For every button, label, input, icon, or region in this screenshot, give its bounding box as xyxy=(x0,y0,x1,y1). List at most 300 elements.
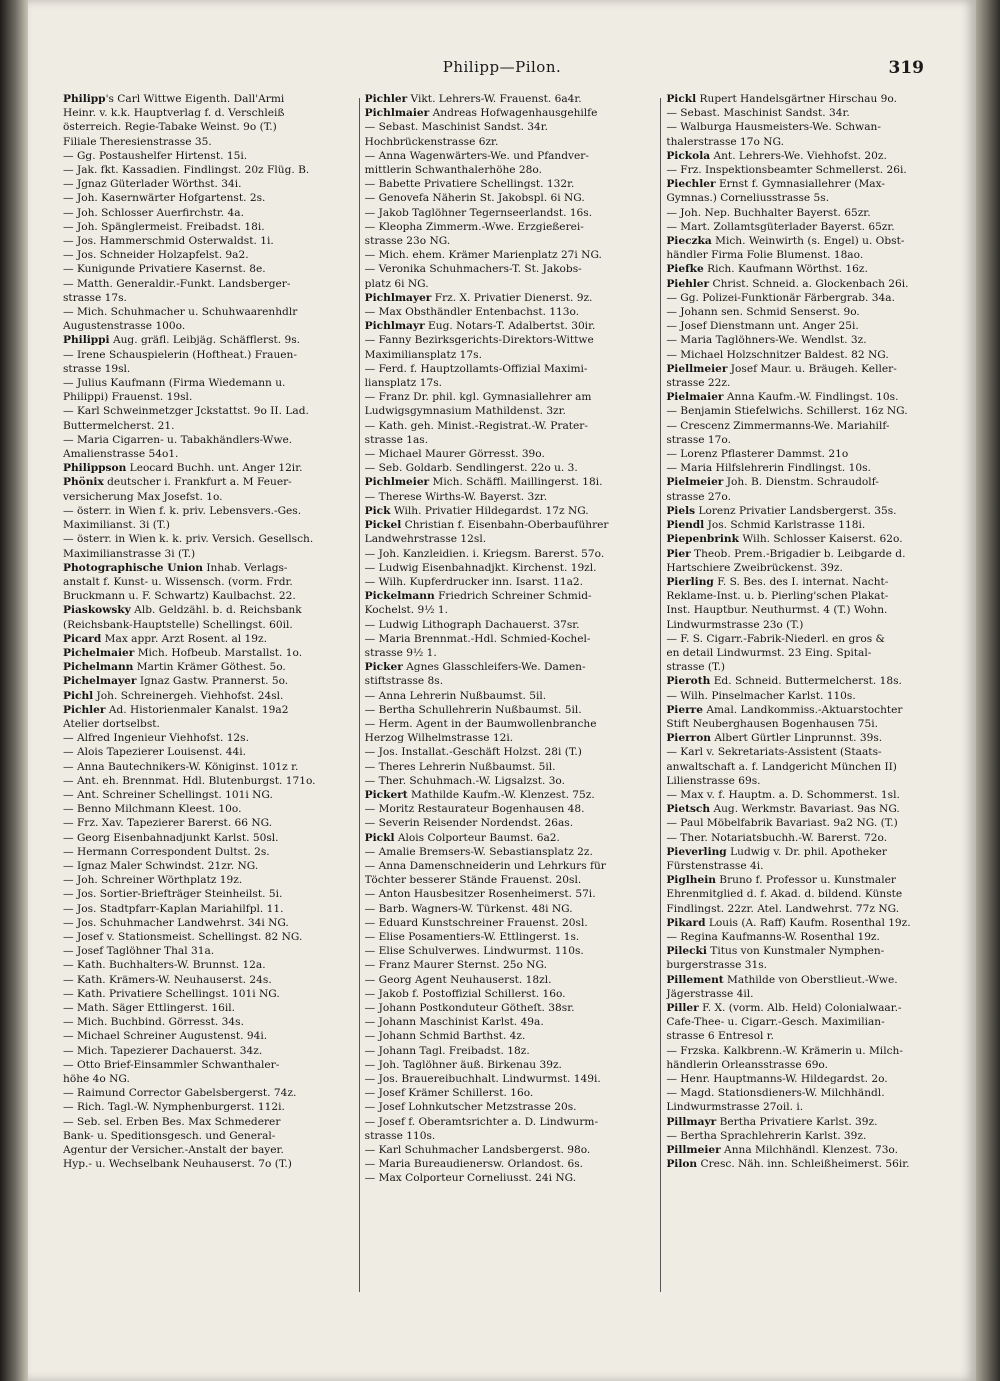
entry-text: — Max Colporteur Corneliusst. 24i NG. xyxy=(364,1172,577,1185)
entry-surname: Piefke xyxy=(666,263,704,276)
directory-entry xyxy=(666,106,957,120)
directory-entry xyxy=(365,234,656,248)
directory-entry xyxy=(365,177,656,191)
entry-text: — Franz Maurer Sternst. 25o NG. xyxy=(364,959,547,972)
entry-surname: Piepenbrink xyxy=(666,533,739,546)
directory-entry xyxy=(63,887,354,901)
directory-entry xyxy=(365,731,656,745)
directory-entry xyxy=(666,1086,957,1100)
directory-entry xyxy=(666,788,957,802)
column-middle xyxy=(360,92,661,1332)
directory-entry xyxy=(63,788,354,802)
directory-entry xyxy=(63,973,354,987)
entry-text: mittlerin Schwanthalerhöhe 28o. xyxy=(364,164,542,177)
directory-entry xyxy=(666,532,957,546)
entry-text: Findlingst. 22zr. Atel. Landwehrst. 77z NG. xyxy=(666,902,900,915)
directory-entry xyxy=(63,376,354,390)
entry-surname: Piechler xyxy=(666,178,716,191)
directory-entry xyxy=(666,220,957,234)
directory-entry xyxy=(63,873,354,887)
book-spine-shadow xyxy=(0,0,28,1381)
entry-surname: Pierling xyxy=(666,575,714,588)
entry-text: strasse 19sl. xyxy=(63,362,131,375)
directory-entry xyxy=(365,490,656,504)
entry-surname: Pieroth xyxy=(666,675,711,688)
directory-entry xyxy=(666,149,957,163)
entry-surname: Pillmeier xyxy=(666,1144,721,1157)
directory-entry xyxy=(365,305,656,319)
directory-entry xyxy=(63,717,354,731)
entry-text: — Maria Bureaudienersw. Orlandost. 6s. xyxy=(364,1158,583,1171)
entry-text: — Wilh. Kupferdrucker inn. Isarst. 11a2. xyxy=(364,575,584,588)
entry-text: — Jgnaz Güterlader Wörthst. 34i. xyxy=(63,178,242,191)
directory-entry xyxy=(666,589,957,603)
entry-text: — Matth. Generaldir.-Funkt. Landsberger- xyxy=(63,277,291,290)
entry-text: Ad. Historienmaler Kanalst. 19a2 xyxy=(105,703,289,716)
entry-text: strasse 6 Entresol r. xyxy=(666,1030,775,1043)
entry-text: — Barb. Wagners-W. Türkenst. 48i NG. xyxy=(364,902,573,915)
entry-surname: Pillmayr xyxy=(666,1115,717,1128)
directory-entry xyxy=(63,618,354,632)
entry-text: strasse 17s. xyxy=(63,291,127,304)
directory-entry xyxy=(365,745,656,759)
directory-entry xyxy=(666,177,957,191)
directory-entry xyxy=(365,461,656,475)
directory-entry xyxy=(365,589,656,603)
directory-entry xyxy=(365,206,656,220)
entry-text: — Kunigunde Privatiere Kasernst. 8e. xyxy=(63,263,266,276)
entry-text: — Mich. Buchbind. Görresst. 34s. xyxy=(63,1016,244,1029)
entry-text: Atelier dortselbst. xyxy=(63,717,160,730)
directory-entry xyxy=(63,1157,354,1171)
directory-entry xyxy=(63,859,354,873)
entry-surname: Piehler xyxy=(666,277,710,290)
entry-text: Aug. Werkmstr. Bavariast. 9as NG. xyxy=(710,803,900,816)
entry-text: Augustenstrasse 100o. xyxy=(63,320,186,333)
entry-text: — Kath. geh. Minist.-Registrat.-W. Prater- xyxy=(364,419,588,432)
entry-text: Wilh. Privatier Hildegardst. 17z NG. xyxy=(390,504,589,517)
directory-entry xyxy=(63,703,354,717)
entry-text: — Kath. Krämers-W. Neuhauserst. 24s. xyxy=(63,973,272,986)
entry-text: Ant. Lehrers-We. Viehhofst. 20z. xyxy=(710,149,887,162)
running-head: Philipp—Pilon. xyxy=(442,58,562,76)
directory-entry xyxy=(365,1072,656,1086)
entry-text: Ehrenmitglied d. f. Akad. d. bildend. Künste xyxy=(666,888,903,901)
entry-surname: Pickelmann xyxy=(364,590,435,603)
entry-surname: Philippi xyxy=(63,334,110,347)
directory-entry xyxy=(666,1115,957,1129)
entry-surname: Philippson xyxy=(63,462,127,475)
directory-entry xyxy=(63,944,354,958)
entry-text: — Johann Postkonduteur Götheſt. 38sr. xyxy=(364,1002,575,1014)
entry-surname: Pieczka xyxy=(666,235,712,248)
directory-entry xyxy=(666,234,957,248)
directory-entry xyxy=(63,135,354,149)
entry-text: Friedrich Schreiner Schmid- xyxy=(434,590,592,603)
entry-text: — Johann Tagl. Freibadst. 18z. xyxy=(364,1044,530,1057)
entry-text: — Anton Hausbesitzer Rosenheimerst. 57i. xyxy=(364,888,596,901)
directory-entry xyxy=(365,333,656,347)
directory-entry xyxy=(666,262,957,276)
directory-entry xyxy=(666,362,957,376)
directory-entry xyxy=(63,490,354,504)
entry-text: — Josef Taglöhner Thal 31a. xyxy=(63,945,215,958)
directory-entry xyxy=(365,689,656,703)
entry-text: — Lorenz Pflasterer Dammst. 21o xyxy=(666,448,849,461)
directory-entry xyxy=(365,1115,656,1129)
directory-entry xyxy=(666,419,957,433)
entry-surname: Pierre xyxy=(666,703,703,716)
entry-text: strasse 110s. xyxy=(364,1129,436,1142)
directory-entry xyxy=(63,1129,354,1143)
directory-entry xyxy=(63,632,354,646)
entry-text: — Sebast. Maschinist Sandst. 34r. xyxy=(364,121,549,134)
entry-text: — Theres Lehrerin Nußbaumst. 5il. xyxy=(364,760,556,773)
directory-entry xyxy=(365,376,656,390)
entry-surname: Piller xyxy=(666,1002,699,1014)
directory-entry xyxy=(365,135,656,149)
entry-text: Alb. Geldzähl. b. d. Reichsbank xyxy=(130,604,302,617)
directory-entry xyxy=(666,206,957,220)
entry-text: Ed. Schneid. Buttermelcherst. 18s. xyxy=(710,675,902,688)
entry-text: Bank- u. Speditionsgesch. und General- xyxy=(63,1129,276,1142)
entry-text: — Sebast. Maschinist Sandst. 34r. xyxy=(666,107,850,120)
directory-entry xyxy=(666,291,957,305)
entry-text: — Elise Schulverwes. Lindwurmst. 110s. xyxy=(364,945,584,958)
directory-entry xyxy=(365,419,656,433)
directory-entry xyxy=(365,802,656,816)
entry-text: — Fanny Bezirksgerichts-Direktors-Wittwe xyxy=(364,334,594,347)
entry-surname: Pielmeier xyxy=(666,476,724,489)
entry-text: — Walburga Hausmeisters-We. Schwan- xyxy=(666,121,881,134)
directory-entry xyxy=(666,575,957,589)
entry-text: Cresc. Näh. inn. Schleißheimerst. 56ir. xyxy=(697,1158,910,1171)
directory-entry xyxy=(365,1143,656,1157)
directory-entry xyxy=(666,802,957,816)
directory-entry xyxy=(63,674,354,688)
entry-text: — Hermann Correspondent Dultst. 2s. xyxy=(63,845,270,858)
directory-entry xyxy=(365,433,656,447)
entry-text: Louis (A. Raff) Kaufm. Rosenthal 19z. xyxy=(705,916,911,929)
directory-entry xyxy=(365,944,656,958)
directory-entry xyxy=(365,831,656,845)
entry-surname: Pichelmann xyxy=(63,661,134,674)
entry-text: Christ. Schneid. a. Glockenbach 26i. xyxy=(709,277,909,290)
entry-text: — Josef Krämer Schillerst. 16o. xyxy=(364,1087,534,1100)
entry-text: — Gg. Polizei-Funktionär Färbergrab. 34a. xyxy=(666,291,895,304)
directory-entry xyxy=(365,902,656,916)
entry-text: — Ant. eh. Brennmat. Hdl. Blutenburgst. 171o. xyxy=(63,774,316,787)
entry-text: Eug. Notars-T. Adalbertst. 30ir. xyxy=(424,320,596,333)
entry-text: Gymnas.) Corneliusstrasse 5s. xyxy=(666,192,830,205)
entry-text: Mich. Hofbeub. Marstallst. 1o. xyxy=(134,646,303,659)
entry-text: — Benno Milchmann Kleest. 10o. xyxy=(63,803,242,816)
entry-text: — Seb. sel. Erben Bes. Max Schmederer xyxy=(63,1115,281,1128)
entry-text: Max appr. Arzt Rosent. al 19z. xyxy=(101,632,267,645)
directory-entry xyxy=(365,859,656,873)
directory-entry xyxy=(365,1001,656,1015)
entry-text: — Alois Tapezierer Louisenst. 44i. xyxy=(63,746,247,759)
entry-text: — Otto Brief-Einsammler Schwanthaler- xyxy=(63,1058,280,1071)
directory-entry xyxy=(666,944,957,958)
directory-entry xyxy=(365,262,656,276)
directory-entry xyxy=(365,291,656,305)
entry-text: — Joh. Spänglermeist. Freibadst. 18i. xyxy=(63,220,265,233)
directory-entry xyxy=(666,191,957,205)
directory-entry xyxy=(666,277,957,291)
directory-entry xyxy=(365,1171,656,1185)
directory-entry xyxy=(365,92,656,106)
directory-entry xyxy=(365,120,656,134)
entry-text: — Michael Maurer Görresst. 39o. xyxy=(364,448,545,461)
entry-surname: Phönix xyxy=(63,476,104,489)
entry-text: Joh. B. Dienstm. Schraudolf- xyxy=(723,476,879,489)
text-columns xyxy=(58,92,962,1332)
directory-entry xyxy=(666,845,957,859)
entry-text: — Magd. Stationsdieners-W. Milchhändl. xyxy=(666,1087,885,1100)
entry-text: Theob. Prem.-Brigadier b. Leibgarde d. xyxy=(690,547,906,560)
entry-text: Ludwigsgymnasium Mathildenst. 3zr. xyxy=(364,405,566,418)
directory-entry xyxy=(365,1058,656,1072)
directory-entry xyxy=(666,774,957,788)
directory-entry xyxy=(63,532,354,546)
directory-entry xyxy=(63,916,354,930)
entry-surname: Piaskowsky xyxy=(63,604,131,617)
entry-text: — Mart. Zollamtsgüterlader Bayerst. 65zr. xyxy=(666,220,895,233)
entry-text: Heinr. v. k.k. Hauptverlag f. d. Verschleiß xyxy=(63,107,285,120)
entry-text: — Ferd. f. Hauptzollamts-Offizial Maximi- xyxy=(364,362,588,375)
entry-text: strasse 1as. xyxy=(364,433,429,446)
entry-text: — Frz. Xav. Tapezierer Barerst. 66 NG. xyxy=(63,817,273,830)
entry-text: — Jos. Schneider Holzapfelst. 9a2. xyxy=(63,249,249,262)
directory-entry xyxy=(666,987,957,1001)
entry-text: F. S. Bes. des I. internat. Nacht- xyxy=(713,575,889,588)
directory-entry xyxy=(666,887,957,901)
entry-text: Ernst f. Gymnasiallehrer (Max- xyxy=(715,178,885,191)
entry-text: — Josef v. Stationsmeist. Schellingst. 82 NG. xyxy=(63,930,303,943)
directory-entry xyxy=(666,447,957,461)
directory-entry xyxy=(365,660,656,674)
directory-entry xyxy=(63,1143,354,1157)
entry-text: — F. S. Cigarr.-Fabrik-Niederl. en gros & xyxy=(666,632,885,645)
entry-text: 's Carl Wittwe Eigenth. Dall'Armi xyxy=(105,93,285,105)
entry-text: — Kleopha Zimmerm.-Wwe. Erzgießerei- xyxy=(364,220,584,233)
entry-text: — Eduard Kunstschreiner Frauenst. 20sl. xyxy=(364,916,588,929)
entry-surname: Pierron xyxy=(666,732,712,745)
entry-text: — Severin Reisender Nordendst. 26as. xyxy=(364,817,574,830)
directory-entry xyxy=(365,1086,656,1100)
directory-entry xyxy=(63,930,354,944)
entry-surname: Pietsch xyxy=(666,803,711,816)
directory-entry xyxy=(365,1044,656,1058)
entry-text: — Bertha Sprachlehrerin Karlst. 39z. xyxy=(666,1129,867,1142)
entry-text: — Ant. Schreiner Schellingst. 101i NG. xyxy=(63,788,273,801)
directory-entry xyxy=(666,816,957,830)
directory-entry xyxy=(666,731,957,745)
entry-surname: Pickola xyxy=(666,149,711,162)
entry-surname: Pick xyxy=(364,504,391,517)
entry-text: — Karl Schweinmetzger Jckstattst. 9o II. Lad. xyxy=(63,405,309,418)
entry-text: Bertha Privatiere Karlst. 39z. xyxy=(716,1115,878,1128)
entry-text: — Joh. Schreiner Wörthplatz 19z. xyxy=(63,874,243,887)
entry-surname: Pichler xyxy=(63,703,106,716)
directory-entry xyxy=(666,916,957,930)
entry-text: Vikt. Lehrers-W. Frauenst. 6a4r. xyxy=(407,93,582,105)
directory-entry xyxy=(666,930,957,944)
directory-entry xyxy=(63,177,354,191)
directory-entry xyxy=(63,248,354,262)
directory-entry xyxy=(666,248,957,262)
entry-text: Leocard Buchh. unt. Anger 12ir. xyxy=(126,462,303,475)
entry-text: strasse (T.) xyxy=(666,661,726,674)
entry-text: anstalt f. Kunst- u. Wissensch. (vorm. Frdr. xyxy=(63,575,293,588)
directory-entry xyxy=(63,518,354,532)
directory-entry xyxy=(365,1100,656,1114)
directory-entry xyxy=(666,873,957,887)
directory-entry xyxy=(63,206,354,220)
directory-entry xyxy=(63,348,354,362)
directory-entry xyxy=(365,575,656,589)
entry-text: — Karl v. Sekretariats-Assistent (Staats- xyxy=(666,746,882,759)
directory-entry xyxy=(365,504,656,518)
entry-text: Stift Neuberghausen Bogenhausen 75i. xyxy=(666,717,879,730)
directory-entry xyxy=(63,92,354,106)
entry-text: Hyp.- u. Wechselbank Neuhauserst. 7o (T.) xyxy=(63,1158,292,1171)
entry-text: Mathilde von Oberstlieut.-Wwe. xyxy=(723,973,898,986)
directory-entry xyxy=(63,845,354,859)
directory-entry xyxy=(666,859,957,873)
entry-text: — Max Obsthändler Entenbachst. 113o. xyxy=(364,306,580,319)
entry-text: Mich. Weinwirth (s. Engel) u. Obst- xyxy=(711,235,905,248)
entry-text: platz 6i NG. xyxy=(364,277,429,290)
entry-text: Töchter besserer Stände Frauenst. 20sl. xyxy=(364,874,582,887)
directory-entry xyxy=(365,958,656,972)
entry-surname: Pichler xyxy=(364,93,408,105)
entry-text: händlerin Orleansstrasse 69o. xyxy=(666,1058,828,1071)
directory-entry xyxy=(365,973,656,987)
entry-surname: Pichlmeier xyxy=(364,476,430,489)
entry-text: — Babette Privatiere Schellingst. 132r. xyxy=(364,178,575,191)
entry-text: Landwehrstrasse 12sl. xyxy=(364,533,487,546)
entry-text: — Genovefa Näherin St. Jakobspl. 6i NG. xyxy=(364,192,585,205)
entry-text: Bruckmann u. F. Schwartz) Kaulbachst. 22. xyxy=(63,590,296,603)
entry-text: — Johann Schmid Barthst. 4z. xyxy=(364,1030,526,1043)
entry-text: — Joh. Taglöhner äuß. Birkenau 39z. xyxy=(364,1058,562,1071)
entry-text: — Jos. Hammerschmid Osterwaldst. 1i. xyxy=(63,235,274,248)
directory-entry xyxy=(63,419,354,433)
directory-entry xyxy=(365,163,656,177)
directory-entry xyxy=(365,149,656,163)
directory-entry xyxy=(666,902,957,916)
entry-text: — Anna Bautechnikers-W. Königinst. 101z r. xyxy=(63,760,299,773)
directory-entry xyxy=(63,191,354,205)
entry-text: Bruno f. Professor u. Kunstmaler xyxy=(715,874,896,887)
entry-text: Jägerstrasse 4il. xyxy=(666,987,754,1000)
directory-entry xyxy=(666,504,957,518)
directory-entry xyxy=(365,603,656,617)
directory-entry xyxy=(365,475,656,489)
directory-entry xyxy=(365,532,656,546)
directory-entry xyxy=(666,717,957,731)
entry-text: — Joh. Schlosser Auerfirchstr. 4a. xyxy=(63,206,244,219)
entry-text: — Kath. Buchhalters-W. Brunnst. 12a. xyxy=(63,959,266,972)
directory-entry xyxy=(666,490,957,504)
entry-text: strasse 23o NG. xyxy=(364,235,451,248)
directory-entry xyxy=(365,717,656,731)
entry-text: — Ludwig Lithograph Dachauerst. 37sr. xyxy=(364,618,580,631)
entry-surname: Pilecki xyxy=(666,945,707,958)
entry-text: strasse 17o. xyxy=(666,433,731,446)
entry-text: Josef Maur. u. Bräugeh. Keller- xyxy=(727,362,897,375)
entry-text: burgerstrasse 31s. xyxy=(666,959,767,972)
entry-text: Lindwurmstrasse 27oil. i. xyxy=(666,1101,804,1114)
directory-entry xyxy=(63,106,354,120)
directory-entry xyxy=(666,1072,957,1086)
directory-entry xyxy=(63,603,354,617)
directory-entry xyxy=(666,348,957,362)
entry-text: — Maria Hilfslehrerin Findlingst. 10s. xyxy=(666,462,871,475)
directory-entry xyxy=(365,646,656,660)
entry-surname: Picker xyxy=(364,661,403,674)
entry-text: Martin Krämer Göthest. 5o. xyxy=(133,661,286,674)
entry-text: — Johann sen. Schmid Senserst. 9o. xyxy=(666,306,860,319)
directory-entry xyxy=(63,120,354,134)
entry-text: — Joh. Nep. Buchhalter Bayerst. 65zr. xyxy=(666,206,871,219)
entry-text: — Max v. f. Hauptm. a. D. Schommerst. 1sl. xyxy=(666,788,900,801)
entry-text: Rupert Handelsgärtner Hirschau 9o. xyxy=(696,93,897,105)
directory-entry xyxy=(666,1100,957,1114)
directory-entry xyxy=(63,220,354,234)
directory-entry xyxy=(63,475,354,489)
entry-surname: Piels xyxy=(666,504,696,517)
entry-text: — Moritz Restaurateur Bogenhausen 48. xyxy=(364,803,585,816)
entry-surname: Piendl xyxy=(666,519,705,532)
entry-text: Ludwig v. Dr. phil. Apotheker xyxy=(726,845,887,858)
entry-text: — Regina Kaufmanns-W. Rosenthal 19z. xyxy=(666,930,880,943)
directory-entry xyxy=(63,433,354,447)
entry-text: versicherung Max Josefst. 1o. xyxy=(63,490,223,503)
entry-text: Andreas Hofwagenhausgehilfe xyxy=(429,107,598,120)
entry-text: — Karl Schuhmacher Landsbergerst. 98o. xyxy=(364,1144,591,1157)
directory-entry xyxy=(666,703,957,717)
entry-text: Rich. Kaufmann Wörthst. 16z. xyxy=(703,263,868,276)
entry-text: — Julius Kaufmann (Firma Wiedemann u. xyxy=(63,377,286,390)
entry-text: — Therese Wirths-W. Bayerst. 3zr. xyxy=(364,490,548,503)
directory-entry xyxy=(666,603,957,617)
directory-entry xyxy=(63,902,354,916)
entry-text: — Gg. Postaushelfer Hirtenst. 15i. xyxy=(63,149,248,162)
entry-text: — Paul Möbelfabrik Bavariast. 9a2 NG. (T.) xyxy=(666,817,898,830)
directory-entry xyxy=(365,816,656,830)
directory-entry xyxy=(365,632,656,646)
entry-text: — Ignaz Maler Schwindst. 21zr. NG. xyxy=(63,859,259,872)
directory-entry xyxy=(666,646,957,660)
entry-text: — Alfred Ingenieur Viehhofst. 12s. xyxy=(63,732,249,745)
entry-text: Filiale Theresienstrasse 35. xyxy=(63,135,212,148)
entry-text: Alois Colporteur Baumst. 6a2. xyxy=(394,831,560,844)
entry-text: — Maria Cigarren- u. Tabakhändlers-Wwe. xyxy=(63,433,293,446)
directory-entry xyxy=(63,802,354,816)
directory-entry xyxy=(666,1001,957,1015)
entry-text: — Josef Dienstmann unt. Anger 25i. xyxy=(666,320,859,333)
directory-entry xyxy=(63,646,354,660)
entry-text: — österr. in Wien k. k. priv. Versich. Gesellsch. xyxy=(63,533,314,546)
entry-text: — Jos. Installat.-Geschäft Holzst. 28i (T.) xyxy=(364,746,582,759)
entry-text: — Ludwig Eisenbahnadjkt. Kirchenst. 19zl. xyxy=(364,561,597,574)
directory-entry xyxy=(666,1029,957,1043)
directory-entry xyxy=(365,547,656,561)
entry-text: — Raimund Corrector Gabelsbergerst. 74z. xyxy=(63,1087,297,1100)
